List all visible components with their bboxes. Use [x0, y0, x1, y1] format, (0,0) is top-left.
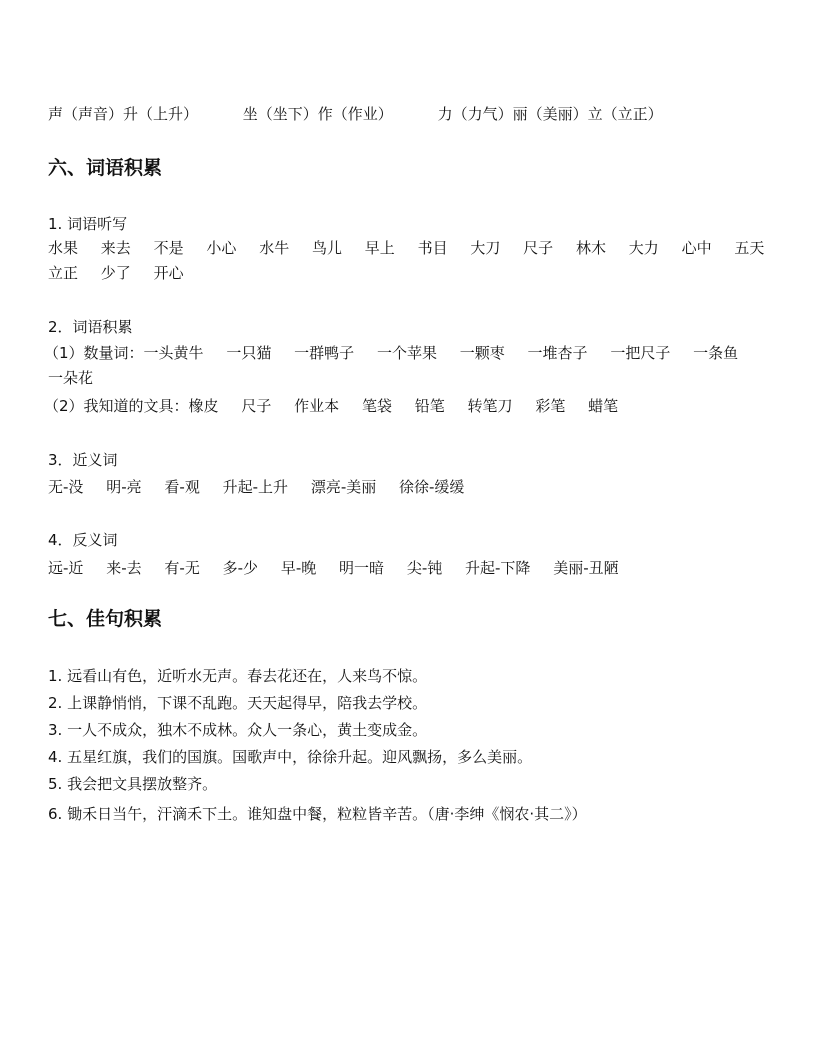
antonym-pair: 远-近: [48, 559, 84, 577]
measure-words-row1: [44, 343, 756, 363]
character-groups-line: [48, 104, 703, 124]
char-group: 坐（坐下）作（作业）: [242, 105, 393, 123]
stationery-word: 转笔刀: [467, 397, 513, 415]
antonyms-title: 4．反义词: [48, 531, 118, 549]
measure-words-row2: 一朵花: [48, 369, 94, 387]
word: 大刀: [470, 239, 501, 257]
stationery-word: 彩笔: [535, 397, 566, 415]
char-group: 声（声音）升（上升）: [48, 105, 199, 123]
stationery-word: 蜡笔: [588, 397, 619, 415]
measure-label: （1）数量词：: [44, 344, 144, 362]
antonym-pair: 升起-下降: [465, 559, 531, 577]
stationery-word: 尺子: [241, 397, 272, 415]
word: 心中: [681, 239, 712, 257]
word: 水牛: [259, 239, 290, 257]
stationery-word: 作业本: [294, 397, 340, 415]
word: 早上: [364, 239, 395, 257]
dictation-title: 1. 词语听写: [48, 215, 128, 233]
measure-word: 一把尺子: [610, 344, 671, 362]
synonym-pair: 明-亮: [106, 478, 142, 496]
antonym-pair: 美丽-丑陋: [553, 559, 619, 577]
antonym-pair: 明一暗: [339, 559, 385, 577]
word: 五天: [734, 239, 765, 257]
measure-word: 一头黄牛: [143, 344, 204, 362]
sentence: 3. 一人不成众，独木不成林。众人一条心，黄土变成金。: [48, 721, 428, 739]
measure-word: 一只猫: [226, 344, 272, 362]
synonyms-title: 3．近义词: [48, 451, 118, 469]
accumulation-title: 2．词语积累: [48, 318, 133, 336]
word: 林木: [575, 239, 606, 257]
word: 开心: [153, 264, 184, 282]
antonym-pair: 有-无: [164, 559, 200, 577]
measure-word: 一堆杏子: [527, 344, 588, 362]
synonym-pair: 徐徐-缓缓: [399, 478, 465, 496]
word: 书目: [417, 239, 448, 257]
dictation-words-row2: [48, 263, 202, 283]
measure-word: 一颗枣: [459, 344, 505, 362]
section6-heading: 六、词语积累: [48, 157, 163, 179]
stationery-label: （2）我知道的文具：: [44, 397, 189, 415]
synonym-pair: 升起-上升: [222, 478, 289, 496]
stationery-word: 笔袋: [361, 397, 392, 415]
synonym-pair: 漂亮-美丽: [310, 478, 377, 496]
antonym-pair: 早-晚: [280, 559, 317, 577]
char-group: 力（力气）丽（美丽）立（立正）: [437, 105, 663, 123]
sentence: 6. 锄禾日当午，汗滴禾下土。谁知盘中餐，粒粒皆辛苦。（唐·李绅《悯农·其二》）: [48, 805, 587, 823]
synonym-pair: 无-没: [48, 478, 84, 496]
stationery-word: 铅笔: [414, 397, 445, 415]
sentence: 1. 远看山有色，近听水无声。春去花还在，人来鸟不惊。: [48, 667, 428, 685]
sentence: 5. 我会把文具摆放整齐。: [48, 775, 218, 793]
section7-heading: 七、佳句积累: [48, 608, 163, 630]
word: 少了: [100, 264, 131, 282]
stationery-word: 橡皮: [188, 397, 219, 415]
stationery-row: [44, 396, 636, 416]
antonyms-row: [48, 558, 637, 578]
measure-word: 一个苹果: [376, 344, 437, 362]
word: 立正: [48, 264, 79, 282]
word: 大力: [628, 239, 659, 257]
sentence: 4. 五星红旗，我们的国旗。国歌声中，徐徐升起。迎风飘扬，多么美丽。: [48, 748, 533, 766]
sentence: 2. 上课静悄悄，下课不乱跑。天天起得早，陪我去学校。: [48, 694, 428, 712]
word: 水果: [48, 239, 79, 257]
antonym-pair: 尖-钝: [406, 559, 443, 577]
synonym-pair: 看-观: [164, 478, 200, 496]
word: 来去: [100, 239, 131, 257]
measure-word: 一条鱼: [693, 344, 739, 362]
measure-word: 一群鸭子: [294, 344, 355, 362]
synonyms-row: [48, 477, 482, 497]
word: 尺子: [523, 239, 554, 257]
word: 鸟儿: [311, 239, 342, 257]
word: 不是: [153, 239, 184, 257]
word: 小心: [206, 239, 237, 257]
dictation-words-row1: [48, 238, 782, 258]
antonym-pair: 多-少: [222, 559, 259, 577]
antonym-pair: 来-去: [106, 559, 142, 577]
